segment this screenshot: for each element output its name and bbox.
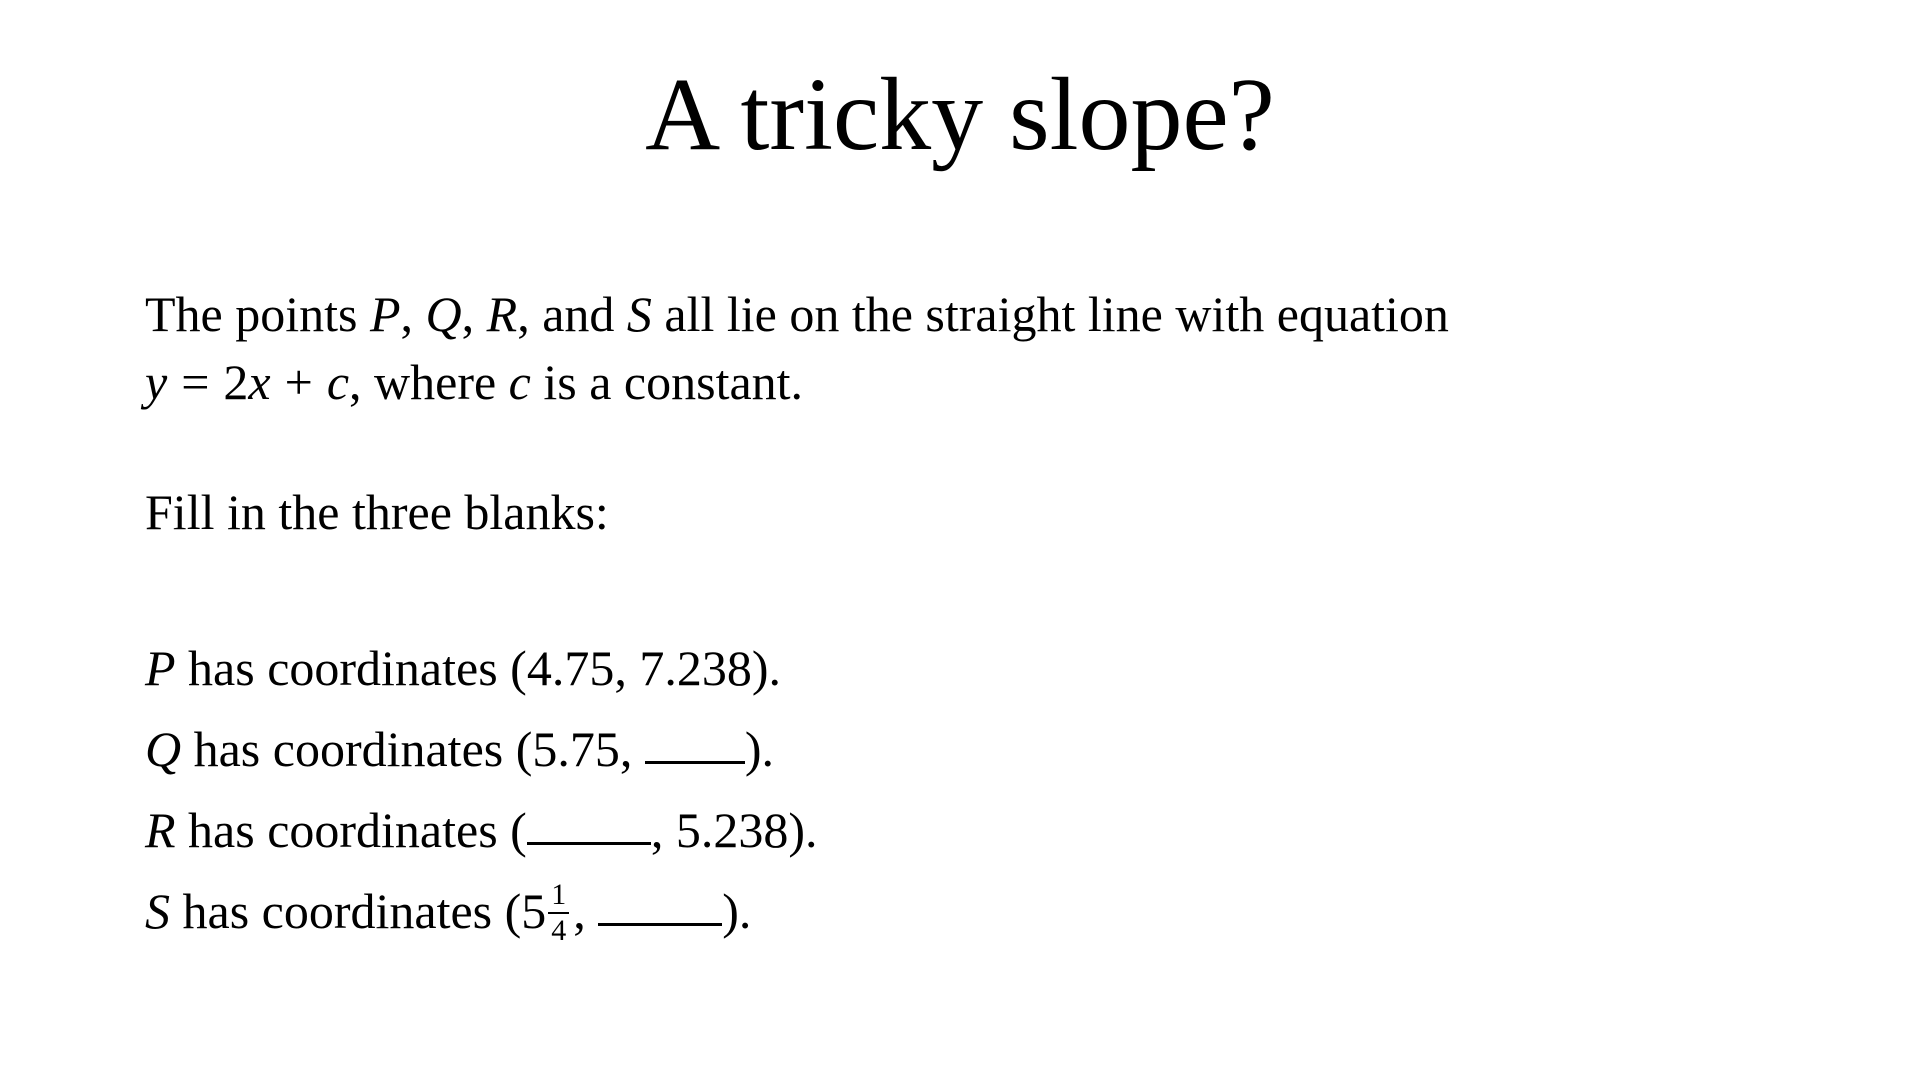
coordinate-line-r bbox=[145, 790, 1845, 871]
equation-equals: = bbox=[181, 354, 210, 410]
blank-s-y[interactable] bbox=[598, 922, 722, 926]
fraction-denominator: 4 bbox=[551, 913, 567, 947]
blank-r-x[interactable] bbox=[527, 841, 651, 845]
point-r-var: R bbox=[486, 286, 518, 342]
coordinate-text: has coordinates (4.75, 7.238). bbox=[175, 640, 781, 696]
instruction: Fill in the three blanks: bbox=[145, 484, 609, 540]
intro-where: , where bbox=[349, 354, 509, 410]
coordinate-text: has coordinates (5.75, bbox=[181, 721, 645, 777]
intro-line-2 bbox=[145, 348, 1845, 416]
equation-c: c bbox=[326, 354, 350, 410]
intro-sep-3: , and bbox=[517, 286, 627, 342]
slide-body bbox=[145, 280, 1845, 952]
equation-plus: + bbox=[284, 354, 313, 410]
intro-constant-suffix: is a constant. bbox=[530, 354, 804, 410]
coordinate-point-label: Q bbox=[145, 721, 182, 777]
coordinate-point-label: S bbox=[145, 883, 170, 939]
equation-y: y bbox=[145, 354, 168, 410]
equation-x: x bbox=[248, 354, 271, 410]
intro-sep-1: , bbox=[400, 286, 426, 342]
fraction-numerator: 1 bbox=[548, 880, 569, 914]
intro-prefix: The points bbox=[145, 286, 370, 342]
coordinate-close: ). bbox=[722, 883, 752, 939]
fraction-one-quarter bbox=[548, 877, 569, 947]
coordinate-line-q bbox=[145, 709, 1845, 790]
coordinate-line-p bbox=[145, 628, 1845, 709]
intro-suffix: all lie on the straight line with equation bbox=[651, 286, 1449, 342]
coordinate-text: has coordinates ( bbox=[175, 802, 527, 858]
equation-coefficient: 2 bbox=[223, 354, 249, 410]
coordinate-point-label: P bbox=[145, 640, 176, 696]
point-p-var: P bbox=[369, 286, 401, 342]
slide-title: A tricky slope? bbox=[645, 57, 1275, 172]
constant-c: c bbox=[508, 354, 531, 410]
intro-sep-2: , bbox=[461, 286, 487, 342]
blank-q-y[interactable] bbox=[645, 760, 745, 764]
point-q-var: Q bbox=[425, 286, 462, 342]
coordinate-text: has coordinates (5 bbox=[170, 883, 547, 939]
coordinate-close: , 5.238). bbox=[650, 802, 818, 858]
coordinate-point-label: R bbox=[145, 802, 176, 858]
coordinate-line-s bbox=[145, 871, 1845, 952]
intro-line-1 bbox=[145, 280, 1845, 348]
coordinate-separator: , bbox=[573, 883, 599, 939]
coordinate-close: ). bbox=[744, 721, 775, 777]
point-s-var: S bbox=[626, 286, 652, 342]
